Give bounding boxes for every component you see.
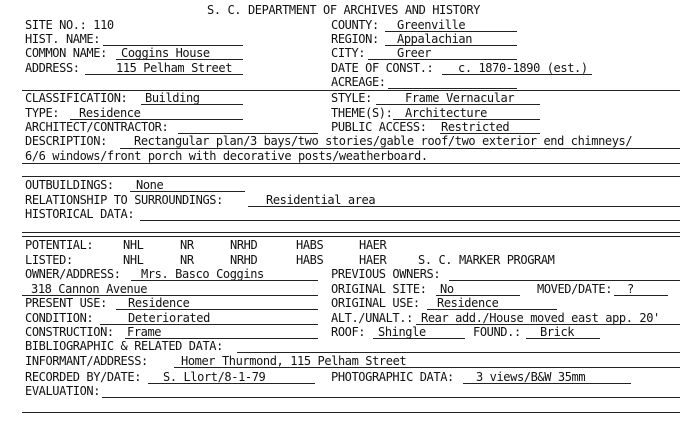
- construction-value: Frame: [127, 325, 162, 339]
- description-line-1: Rectangular plan/3 bays/two stories/gable roof/two exterior end chimneys/: [134, 134, 633, 148]
- county-label: COUNTY:: [331, 18, 379, 32]
- type-label: TYPE:: [25, 106, 60, 120]
- owner-name: Mrs. Basco Coggins: [141, 267, 264, 281]
- potential-nr: NR: [180, 238, 194, 252]
- listed-habs: HABS: [296, 253, 324, 267]
- roof-label: ROOF:: [331, 325, 366, 339]
- previous-owners-label: PREVIOUS OWNERS:: [331, 267, 441, 281]
- moved-date-value: ?: [627, 282, 634, 296]
- date-const-value: c. 1870-1890 (est.): [458, 61, 588, 75]
- public-access-value: Restricted: [441, 120, 510, 134]
- original-site-label: ORIGINAL SITE:: [331, 282, 427, 296]
- alterations-label: ALT./UNALT.:: [331, 311, 413, 325]
- owner-street: 318 Cannon Avenue: [31, 282, 148, 296]
- recorded-value: S. Llort/8-1-79: [163, 370, 266, 384]
- potential-habs: HABS: [296, 238, 324, 252]
- potential-haer: HAER: [359, 238, 387, 252]
- listed-nrhd: NRHD: [230, 253, 258, 267]
- county-value: Greenville: [397, 18, 466, 32]
- city-value: Greer: [397, 46, 432, 60]
- type-value: Residence: [79, 106, 141, 120]
- listed-label: LISTED:: [25, 253, 73, 267]
- region-value: Appalachian: [397, 32, 473, 46]
- common-name-value: Coggins House: [121, 46, 210, 60]
- present-use-label: PRESENT USE:: [25, 296, 107, 310]
- date-const-label: DATE OF CONST.:: [331, 61, 434, 75]
- sc-marker-program: S. C. MARKER PROGRAM: [418, 253, 555, 267]
- architect-label: ARCHITECT/CONTRACTOR:: [25, 120, 169, 134]
- theme-label: THEME(S):: [331, 106, 393, 120]
- acreage-label: ACREAGE:: [331, 75, 386, 89]
- photographic-label: PHOTOGRAPHIC DATA:: [331, 370, 454, 384]
- photographic-value: 3 views/B&W 35mm: [476, 370, 586, 384]
- potential-nrhd: NRHD: [230, 238, 258, 252]
- owner-label: OWNER/ADDRESS:: [25, 267, 121, 281]
- bibliographic-label: BIBLIOGRAPHIC & RELATED DATA:: [25, 339, 223, 353]
- original-use-value: Residence: [437, 296, 499, 310]
- informant-value: Homer Thurmond, 115 Pelham Street: [181, 354, 407, 368]
- alterations-value: Rear add./House moved east app. 20': [421, 311, 660, 325]
- city-label: CITY:: [331, 46, 366, 60]
- found-value: Brick: [540, 325, 575, 339]
- moved-date-label: MOVED/DATE:: [537, 282, 613, 296]
- recorded-label: RECORDED BY/DATE:: [25, 370, 142, 384]
- original-site-value: No: [440, 282, 454, 296]
- condition-label: CONDITION:: [25, 311, 94, 325]
- style-value: Frame Vernacular: [405, 91, 515, 105]
- informant-label: INFORMANT/ADDRESS:: [25, 354, 148, 368]
- description-line-2: 6/6 windows/front porch with decorative posts/weatherboard.: [25, 149, 428, 163]
- hist-name-label: HIST. NAME:: [25, 32, 101, 46]
- potential-label: POTENTIAL:: [25, 238, 94, 252]
- relationship-label: RELATIONSHIP TO SURROUNDINGS:: [25, 193, 223, 207]
- address-label: ADDRESS:: [25, 61, 80, 75]
- address-value: 115 Pelham Street: [116, 61, 233, 75]
- classification-value: Building: [145, 91, 200, 105]
- original-use-label: ORIGINAL USE:: [331, 296, 420, 310]
- listed-nr: NR: [180, 253, 194, 267]
- style-label: STYLE:: [331, 91, 372, 105]
- section-divider-2: [22, 176, 680, 177]
- listed-nhl: NHL: [123, 253, 144, 267]
- site-no: SITE NO.: 110: [25, 18, 114, 32]
- outbuildings-value: None: [136, 178, 164, 192]
- evaluation-label: EVALUATION:: [25, 384, 101, 398]
- relationship-value: Residential area: [266, 193, 376, 207]
- form-header: S. C. DEPARTMENT OF ARCHIVES AND HISTORY: [207, 3, 480, 17]
- region-label: REGION:: [331, 32, 379, 46]
- potential-nhl: NHL: [123, 238, 144, 252]
- present-use-value: Residence: [128, 296, 190, 310]
- classification-label: CLASSIFICATION:: [25, 91, 128, 105]
- historical-data-label: HISTORICAL DATA:: [25, 207, 135, 221]
- public-access-label: PUBLIC ACCESS:: [331, 120, 427, 134]
- listed-haer: HAER: [359, 253, 387, 267]
- condition-value: Deteriorated: [128, 311, 210, 325]
- section-divider-3: [22, 236, 680, 237]
- construction-label: CONSTRUCTION:: [25, 325, 114, 339]
- description-label: DESCRIPTION:: [25, 134, 107, 148]
- found-label: FOUND.:: [473, 325, 521, 339]
- roof-value: Shingle: [378, 325, 426, 339]
- common-name-label: COMMON NAME:: [25, 46, 107, 60]
- outbuildings-label: OUTBUILDINGS:: [25, 178, 114, 192]
- theme-value: Architecture: [405, 106, 487, 120]
